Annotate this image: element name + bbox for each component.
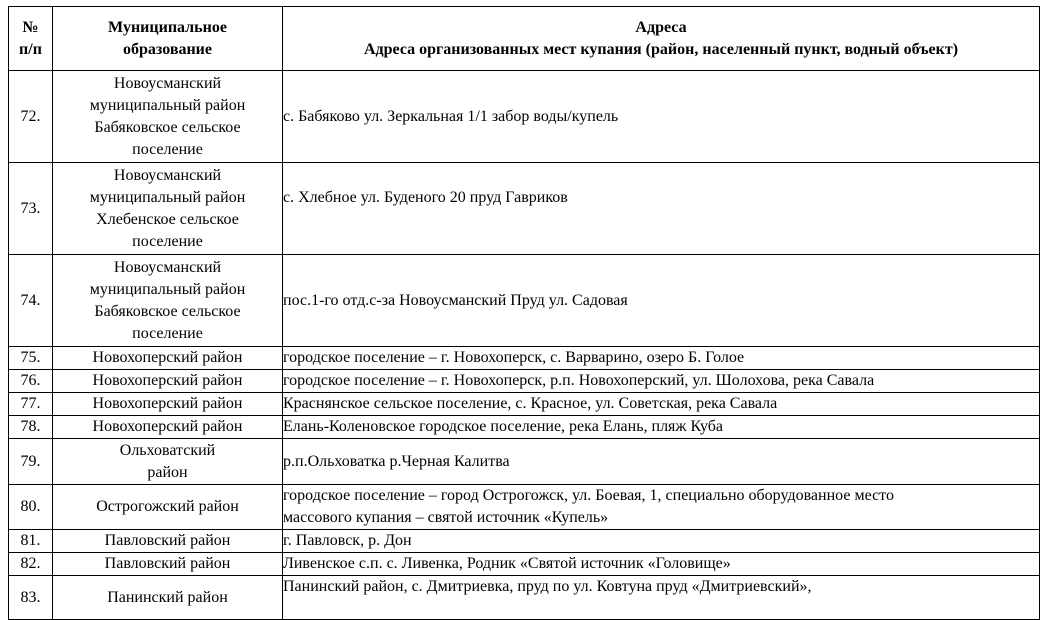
header-row	[9, 7, 1040, 71]
row-number: 75.	[9, 347, 53, 370]
header-addresses	[283, 7, 1040, 71]
table-row	[9, 576, 1040, 620]
address-line: городское поселение – город Острогожск, ул. Боевая, 1, специально оборудованное место	[283, 487, 894, 504]
table-row	[9, 370, 1040, 393]
header-municipality	[53, 7, 283, 71]
row-number: 81.	[9, 530, 53, 553]
row-address: р.п.Ольховатка р.Черная Калитва	[283, 439, 1040, 485]
table-row	[9, 71, 1040, 163]
row-number: 73.	[9, 163, 53, 255]
row-number: 82.	[9, 553, 53, 576]
municipality-line: поселение	[132, 140, 203, 158]
table-row	[9, 255, 1040, 347]
row-municipality: Павловский район	[53, 530, 283, 553]
municipality-line: Новоусманский	[113, 166, 222, 184]
row-address: г. Павловск, р. Дон	[283, 530, 1040, 553]
row-number: 79.	[9, 439, 53, 485]
row-number: 72.	[9, 71, 53, 163]
municipality-line: Новоусманский	[113, 258, 222, 276]
row-municipality	[53, 439, 283, 485]
row-address: Ливенское с.п. с. Ливенка, Родник «Святой источник «Головище»	[283, 553, 1040, 576]
row-number: 83.	[9, 576, 53, 620]
row-municipality: Новохоперский район	[53, 370, 283, 393]
header-municipality-line2: образование	[122, 40, 212, 58]
municipality-line: Новоусманский	[113, 74, 222, 92]
row-address: Краснянское сельское поселение, с. Красное, ул. Советская, река Савала	[283, 393, 1040, 416]
municipality-line: муниципальный район	[89, 188, 246, 206]
table-row	[9, 485, 1040, 530]
municipality-line: Хлебенское сельское	[96, 210, 239, 228]
row-municipality	[53, 71, 283, 163]
row-municipality: Острогожский район	[53, 485, 283, 530]
row-municipality	[53, 163, 283, 255]
municipality-line: муниципальный район	[89, 96, 246, 114]
header-municipality-line1: Муниципальное	[108, 18, 227, 36]
row-number: 76.	[9, 370, 53, 393]
header-number	[9, 7, 53, 71]
table-row	[9, 393, 1040, 416]
row-municipality: Новохоперский район	[53, 416, 283, 439]
address-line: массового купания – святой источник «Купель»	[283, 509, 609, 526]
row-number: 77.	[9, 393, 53, 416]
municipality-line: поселение	[132, 232, 203, 250]
table-row	[9, 553, 1040, 576]
table-row	[9, 530, 1040, 553]
row-municipality	[53, 255, 283, 347]
table-body	[9, 71, 1040, 620]
table-header	[9, 7, 1040, 71]
table-row	[9, 416, 1040, 439]
row-address: Панинский район, с. Дмитриевка, пруд по ул. Ковтуна пруд «Дмитриевский»,	[283, 576, 1040, 620]
municipality-line: Ольховатский	[119, 441, 216, 459]
header-addresses-line2: Адреса организованных мест купания (район, населенный пункт, водный объект)	[363, 40, 959, 58]
municipality-line: Бабяковское сельское	[94, 118, 241, 136]
table-row	[9, 439, 1040, 485]
header-number-line2: п/п	[19, 40, 42, 58]
table-row	[9, 347, 1040, 370]
row-municipality: Панинский район	[53, 576, 283, 620]
table-row	[9, 163, 1040, 255]
municipality-line: муниципальный район	[89, 280, 246, 298]
row-number: 78.	[9, 416, 53, 439]
row-address: городское поселение – г. Новохоперск, с. Варварино, озеро Б. Голое	[283, 347, 1040, 370]
swimming-places-table	[8, 6, 1040, 620]
header-addresses-line1: Адреса	[635, 18, 687, 36]
header-number-line1: №	[22, 18, 39, 36]
row-address: с. Хлебное ул. Буденого 20 пруд Гавриков	[283, 163, 1040, 255]
municipality-line: Бабяковское сельское	[94, 302, 241, 320]
row-address: пос.1-го отд.с-за Новоусманский Пруд ул. Садовая	[283, 255, 1040, 347]
row-address: с. Бабяково ул. Зеркальная 1/1 забор воды/купель	[283, 71, 1040, 163]
row-municipality: Новохоперский район	[53, 393, 283, 416]
municipality-line: поселение	[132, 324, 203, 342]
row-number: 80.	[9, 485, 53, 530]
municipality-line: район	[147, 463, 188, 481]
row-address	[283, 485, 1040, 530]
row-address: Елань-Коленовское городское поселение, река Елань, пляж Куба	[283, 416, 1040, 439]
row-municipality: Новохоперский район	[53, 347, 283, 370]
row-number: 74.	[9, 255, 53, 347]
row-address: городское поселение – г. Новохоперск, р.п. Новохоперский, ул. Шолохова, река Савала	[283, 370, 1040, 393]
row-municipality: Павловский район	[53, 553, 283, 576]
